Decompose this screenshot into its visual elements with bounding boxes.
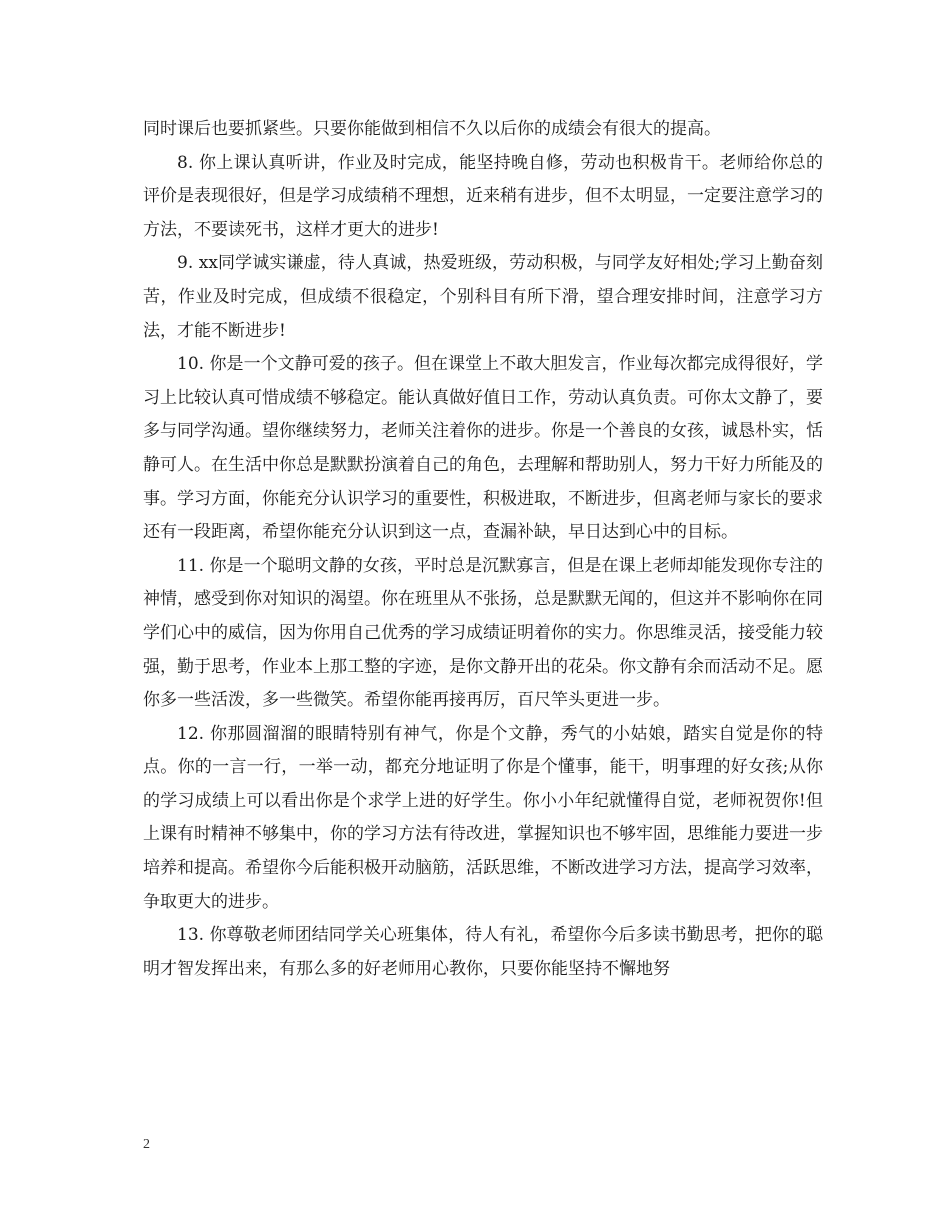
paragraph-continuation: 同时课后也要抓紧些。只要你能做到相信不久以后你的成绩会有很大的提高。: [143, 119, 721, 139]
document-body: [143, 113, 823, 986]
paragraph-item-12: 12. 你那圆溜溜的眼睛特别有神气，你是个文静，秀气的小姑娘，踏实自觉是你的特点。你的一言一行，一举一动，都充分地证明了你是个懂事，能干，明事理的好女孩;从你的学习成绩上可以看出你是个求学上进的好学生。你小小年纪就懂得自觉，老师祝贺你!但上课有时精神不够集中，你的学习方法有待改进，掌握知识也不够牢固，思维能力要进一步培养和提高。希望你今后能积极开动脑筋，活跃思维，不断改进学习方法，提高学习效率，争取更大的进步。: [143, 723, 823, 912]
page-number: 2: [143, 1137, 150, 1152]
paragraph-item-9: 9. xx同学诚实谦虚，待人真诚，热爱班级，劳动积极，与同学友好相处;学习上勤奋刻苦，作业及时完成，但成绩不很稳定，个别科目有所下滑，望合理安排时间，注意学习方法，才能不断进步!: [143, 253, 823, 341]
paragraph-item-10: 10. 你是一个文静可爱的孩子。但在课堂上不敢大胆发言，作业每次都完成得很好，学习上比较认真可惜成绩不够稳定。能认真做好值日工作，劳动认真负责。可你太文静了，要多与同学沟通。望你继续努力，老师关注着你的进步。你是一个善良的女孩，诚恳朴实，恬静可人。在生活中你总是默默扮演着自己的角色，去理解和帮助别人，努力干好力所能及的事。学习方面，你能充分认识学习的重要性，积极进取，不断进步，但离老师与家长的要求还有一段距离，希望你能充分认识到这一点，查漏补缺，早日达到心中的目标。: [143, 354, 823, 543]
paragraph-item-8: 8. 你上课认真听讲，作业及时完成，能坚持晚自修，劳动也积极肯干。老师给你总的评价是表现很好，但是学习成绩稍不理想，近来稍有进步，但不太明显，一定要注意学习的方法，不要读死书，这样才更大的进步!: [143, 152, 823, 240]
paragraph-item-13: 13. 你尊敬老师团结同学关心班集体，待人有礼，希望你今后多读书勤思考，把你的聪明才智发挥出来，有那么多的好老师用心教你，只要你能坚持不懈地努: [143, 925, 823, 979]
paragraph-item-11: 11. 你是一个聪明文静的女孩，平时总是沉默寡言，但是在课上老师却能发现你专注的神情，感受到你对知识的渴望。你在班里从不张扬，总是默默无闻的，但这并不影响你在同学们心中的威信，因为你用自己优秀的学习成绩证明着你的实力。你思维灵活，接受能力较强，勤于思考，作业本上那工整的字迹，是你文静开出的花朵。你文静有余而活动不足。愿你多一些活泼，多一些微笑。希望你能再接再厉，百尺竿头更进一步。: [143, 555, 823, 711]
